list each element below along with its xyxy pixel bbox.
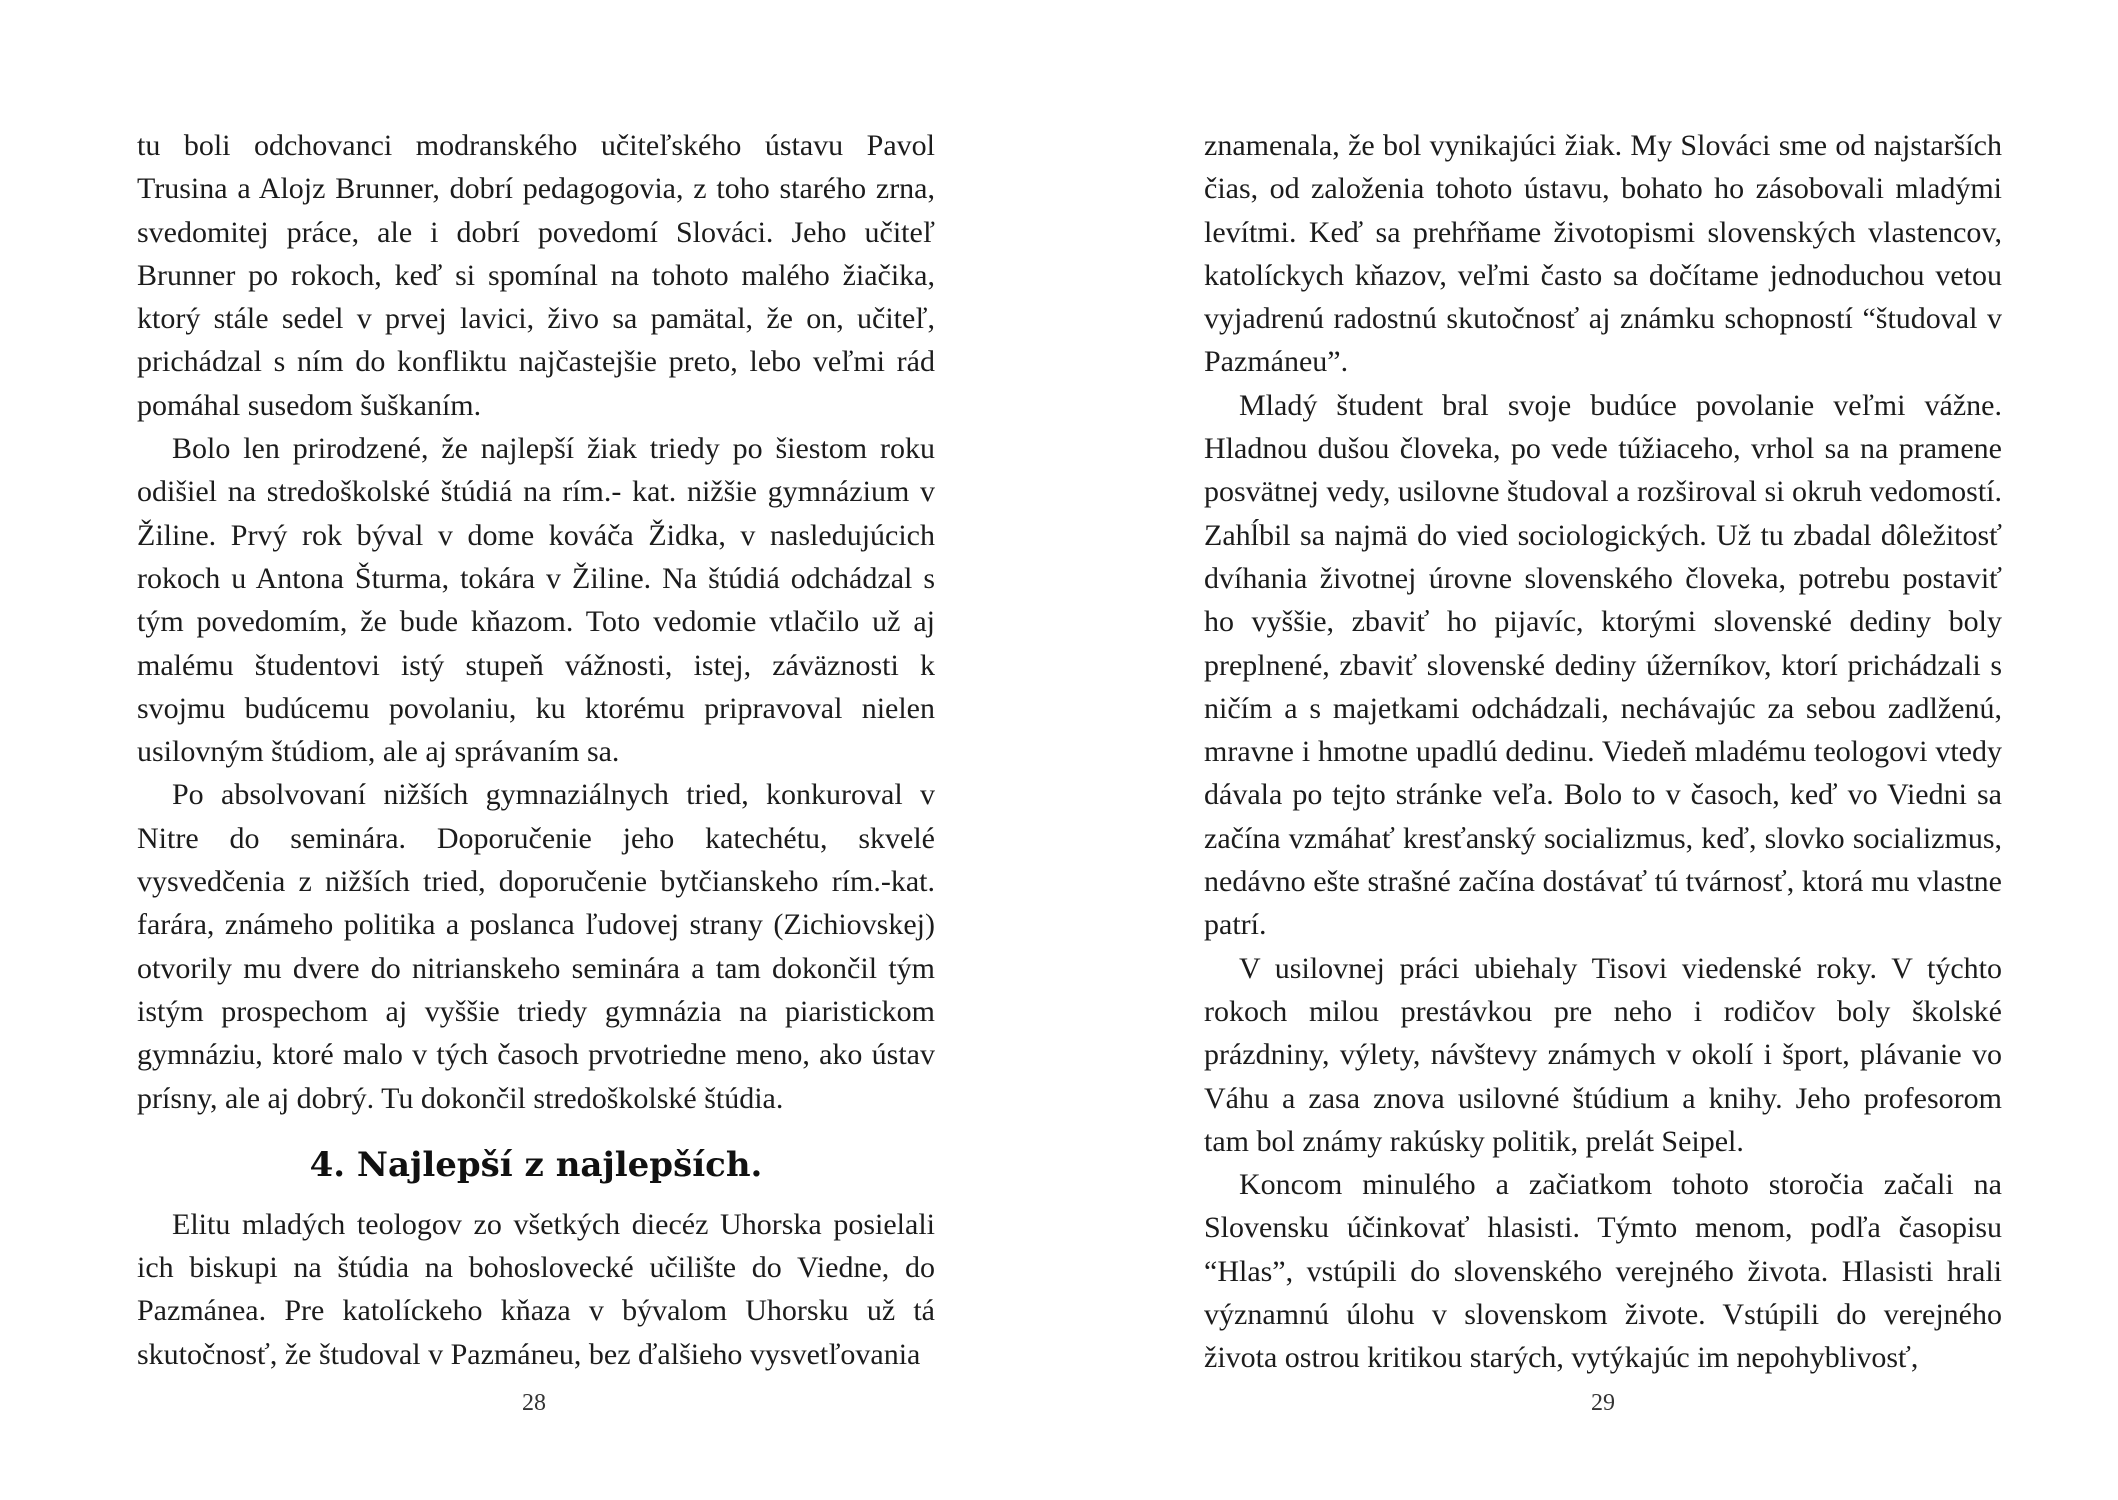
paragraph: znamenala, že bol vynikajúci žiak. My Slováci sme od najstarších čias, od založenia tohoto ústavu, bohato ho zásobovali mladými levítmi. Keď sa prehŕňame životopismi slovenských vlastencov, katolíckych kňazov, veľmi často sa dočítame jednoduchou vetou vyjadrenú radostnú skutočnosť aj známku schopností “študoval v Pazmáneu”. — [1204, 129, 2002, 379]
left-page-text — [137, 124, 935, 1120]
page-number-left: 28 — [522, 1390, 546, 1416]
paragraph: Bolo len prirodzené, že najlepší žiak triedy po šiestom roku odišiel na stredoškolské štúdiá na rím.- kat. nižšie gymnázium v Žiline. Prvý rok býval v dome kováča Židka, v nasledujúcich rokoch u Antona Šturma, tokára v Žiline. Na štúdiá odchádzal s tým povedomím, že bude kňazom. Toto vedomie vtlačilo už aj malému študentovi istý stupeň vážnosti, istej, záväznosti k svojmu budúcemu povolaniu, ku ktorému pripravoval nielen usilovným štúdiom, ale aj správaním sa. — [137, 432, 935, 769]
left-page — [137, 124, 935, 1376]
right-page-text — [1204, 124, 2002, 1380]
right-page — [1204, 124, 2002, 1380]
paragraph: Koncom minulého a začiatkom tohoto storočia začali na Slovensku účinkovať hlasisti. Týmto menom, podľa časopisu “Hlas”, vstúpili do slovenského verejného života. Hlasisti hrali významnú úlohu v slovenskom živote. Vstúpili do verejného života ostrou kritikou starých, vytýkajúc im nepohyblivosť, — [1204, 1168, 2002, 1375]
paragraph: Elitu mladých teologov zo všetkých diecéz Uhorska posielali ich biskupi na štúdia na bohoslovecké učilište do Viedne, do Pazmánea. Pre katolíckeho kňaza v bývalom Uhorsku už tá skutočnosť, že študoval v Pazmáneu, bez ďalšieho vysvetľovania — [137, 1207, 935, 1371]
paragraph: Po absolvovaní nižších gymnaziálnych tried, konkuroval v Nitre do seminára. Doporučenie jeho katechétu, skvelé vysvedčenia z nižších tried, doporučenie bytčianskeho rím.-kat. farára, známeho politika a poslanca ľudovej strany (Zichiovskej) otvorily mu dvere do nitrianskeho seminára a tam dokončil tým istým prospechom aj vyššie triedy gymnázia na piaristickom gymnáziu, ktoré malo v tých časoch prvotriedne meno, ako ústav prísny, ale aj dobrý. Tu dokončil stredoškolské štúdia. — [137, 778, 935, 1115]
paragraph: V usilovnej práci ubiehaly Tisovi viedenské roky. V týchto rokoch milou prestávkou pre neho i rodičov boly školské prázdniny, výlety, návštevy známych v okolí i šport, plávanie vo Váhu a zasa znova usilovné štúdium a knihy. Jeho profesorom tam bol známy rakúsky politik, prelát Seipel. — [1204, 951, 2002, 1158]
paragraph: Mladý študent bral svoje budúce povolanie veľmi vážne. Hladnou dušou človeka, po vede túžiaceho, vrhol sa na pramene posvätnej vedy, usilovne študoval a rozširoval si okruh vedomostí. Zahĺbil sa najmä do vied sociologických. Už tu zbadal dôležitosť dvíhania životnej úrovne slovenského človeka, potrebu postaviť ho vyššie, zbaviť ho pijavíc, ktorými slovenské dediny boly preplnené, zbaviť slovenské dediny úžerníkov, ktorí prichádzali s ničím a s majetkami odchádzali, nechávajúc za sebou zadlženú, mravne i hmotne upadlú dedinu. Viedeň mladému teologovi vtedy dávala po tejto stránke veľa. Bolo to v časoch, keď vo Viedni sa začína vzmáhať kresťanský socializmus, keď, slovko socializmus, nedávno ešte strašné začína dostávať tú tvárnosť, ktorá mu vlastne patrí. — [1204, 388, 2002, 942]
page-number-right: 29 — [1591, 1390, 1615, 1416]
chapter-heading: 4. Najlepší z najlepších. — [309, 1144, 763, 1185]
left-page-text-after-heading — [137, 1203, 935, 1376]
paragraph: tu boli odchovanci modranského učiteľského ústavu Pavol Trusina a Alojz Brunner, dobrí pedagogovia, z toho starého zrna, svedomitej práce, ale i dobrí povedomí Slováci. Jeho učiteľ Brunner po rokoch, keď si spomínal na tohoto malého žiačika, ktorý stále sedel v prvej lavici, živo sa pamätal, že on, učiteľ, prichádzal s ním do konfliktu najčastejšie preto, lebo veľmi rád pomáhal susedom šuškaním. — [137, 129, 935, 422]
